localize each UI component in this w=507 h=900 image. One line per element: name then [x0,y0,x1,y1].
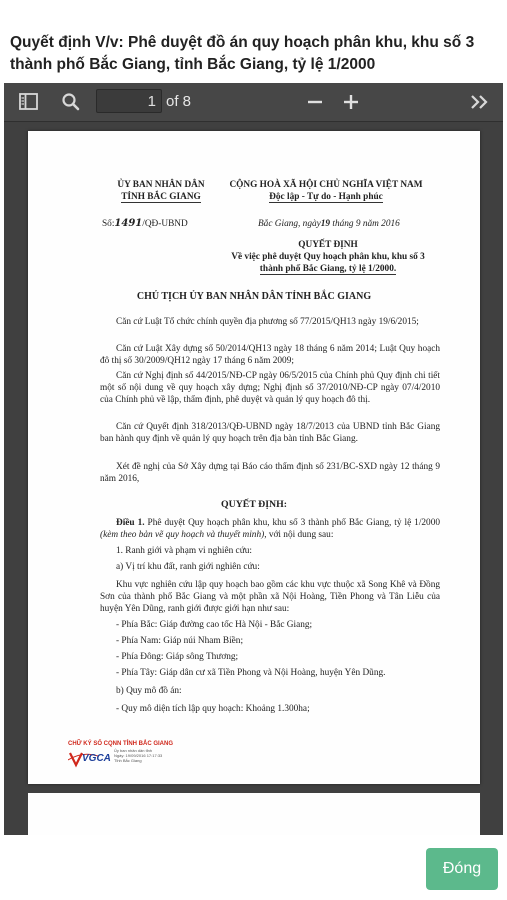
bound-west: - Phía Tây: Giáp dân cư xã Tiền Phong và Nội Hoàng, huyện Yên Dũng. [116,668,386,678]
close-button[interactable]: Đóng [426,848,498,890]
pdf-viewer[interactable] [4,83,503,835]
basis-3: Căn cứ Nghị định số 44/2015/NĐ-CP ngày 06/5/2015 của Chính phủ Quy định chi tiết một số nội dung về quy hoạch xây dựng; Nghị định số 37/2010/NĐ-CP ngày 07/4/2010 của Chính phủ về lập, thẩm định, phê duyệt và quản lý quy hoạch đô thị. [100,371,440,405]
nation-line2: Độc lập - Tự do - Hạnh phúc [269,192,383,202]
signature-line1: Ủy ban nhân dân tỉnh [114,748,153,753]
doc-date: Bắc Giang, ngày19 tháng 9 năm 2016 [258,219,400,229]
bound-east: - Phía Đông: Giáp sông Thương; [116,652,239,662]
signature-label: CHỮ KÝ SỐ CQNN TỈNH BẮC GIANG [68,741,173,747]
decides-heading: QUYẾT ĐỊNH: [221,499,287,510]
subject-line1: Về việc phê duyệt Quy hoạch phân khu, khu số 3 [231,252,425,262]
pdf-page-2 [28,793,480,835]
item-1a: a) Vị trí khu đất, ranh giới nghiên cứu: [116,562,260,572]
zoom-out-icon[interactable] [304,90,326,114]
org-line2: TỈNH BẮC GIANG [121,192,201,202]
nation-line1: CỘNG HOÀ XÃ HỘI CHỦ NGHĨA VIỆT NAM [229,180,423,190]
area-text: - Quy mô diện tích lập quy hoạch: Khoảng 1.300ha; [116,704,310,714]
page-count: of 8 [166,93,192,110]
signature-line3: Tỉnh Bắc Giang [114,758,142,763]
page-number-input[interactable] [96,89,162,113]
basis-4: Căn cứ Quyết định 318/2013/QĐ-UBND ngày 18/7/2013 của UBND tỉnh Bắc Giang ban hành quy định về quản lý quy hoạch trên địa bàn tỉnh Bắc Giang. [100,422,440,444]
doc-number: Số:1491/QĐ-UBND [102,218,188,229]
subject-line2: thành phố Bắc Giang, tỷ lệ 1/2000. [259,264,397,274]
sidebar-icon[interactable] [18,90,40,114]
zoom-in-icon[interactable] [340,90,362,114]
doc-type: QUYẾT ĐỊNH [298,240,358,250]
item-1: 1. Ranh giới và phạm vi nghiên cứu: [116,546,252,556]
authority-line: CHỦ TỊCH ỦY BAN NHÂN DÂN TỈNH BẮC GIANG [136,291,372,302]
signature-line2: Ngày: 19/09/2016 17:17:33 [114,753,163,758]
scope-text: Khu vực nghiên cứu lập quy hoạch bao gồm các khu vực thuộc xã Song Khê và Đồng Sơn của thành phố Bắc Giang và một phần xã Nội Hoàng, Tiền Phong và Tân Liễu của huyện Yên Dũng, ranh giới được giới hạn như sau: [100,580,440,614]
bound-north: - Phía Bắc: Giáp đường cao tốc Hà Nội - Bắc Giang; [116,620,313,630]
article-1: Điều 1. Phê duyệt Quy hoạch phân khu, khu số 3 thành phố Bắc Giang, tỷ lệ 1/2000 (kèm theo bản vẽ quy hoạch và thuyết minh), với nội dung sau: [100,518,440,540]
more-tools-icon[interactable] [468,90,492,114]
search-icon[interactable] [60,90,82,114]
pdf-page-1 [28,131,480,784]
basis-5: Xét đề nghị của Sở Xây dựng tại Báo cáo thẩm định số 231/BC-SXD ngày 12 tháng 9 năm 2016, [100,462,440,484]
basis-2: Căn cứ Luật Xây dựng số 50/2014/QH13 ngày 18 tháng 6 năm 2014; Luật Quy hoạch đô thị số 30/2009/QH12 ngày 17 tháng 6 năm 2009; [100,344,440,366]
pdf-toolbar [4,83,503,122]
basis-1: Căn cứ Luật Tổ chức chính quyền địa phương số 77/2015/QH13 ngày 19/6/2015; [116,317,419,327]
org-line1: ỦY BAN NHÂN DÂN [117,180,205,190]
bound-south: - Phía Nam: Giáp núi Nham Biền; [116,636,244,646]
dialog-title: Quyết định V/v: Phê duyệt đồ án quy hoạch phân khu, khu số 3 thành phố Bắc Giang, tỉnh Bắc Giang, tỷ lệ 1/2000 [10,34,475,73]
item-1b: b) Quy mô đồ án: [116,686,182,696]
signature-logo: VGCA [68,749,116,769]
